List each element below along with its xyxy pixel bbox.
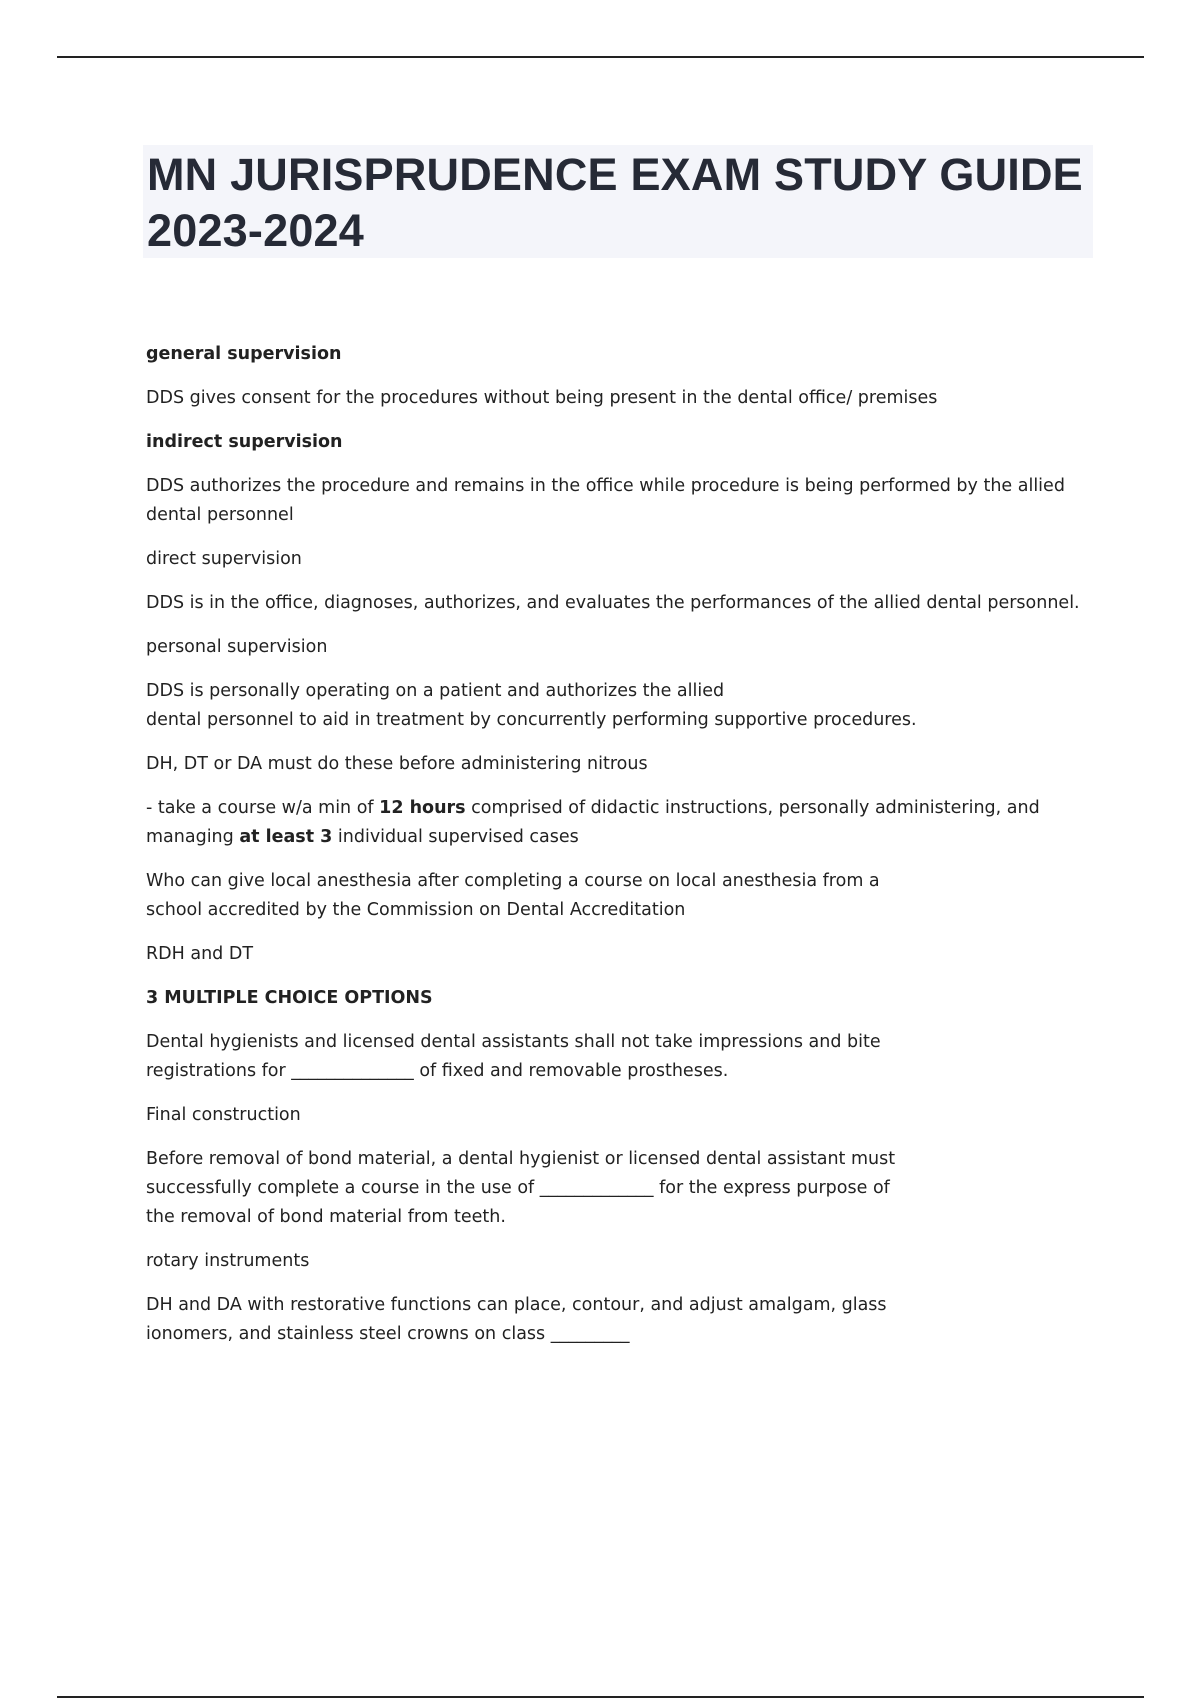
definition-text: comprised of didactic instructions, personally administering, and managing (146, 798, 1040, 847)
term-local-anesthesia (146, 867, 1106, 925)
definition-direct-supervision: DDS is in the office, diagnoses, authorizes, and evaluates the performances of the allied dental personnel. (146, 593, 1080, 613)
definition-line: DDS is personally operating on a patient and authorizes the allied (146, 681, 725, 701)
emphasis-cases: at least 3 (239, 827, 333, 847)
term-general-supervision: general supervision (146, 344, 342, 364)
definition-indirect-supervision: DDS authorizes the procedure and remains in the office while procedure is being performed by the allied dental personnel (146, 476, 1065, 525)
section-heading: 3 MULTIPLE CHOICE OPTIONS (146, 988, 433, 1008)
bottom-rule (57, 1696, 1144, 1698)
term-bond-removal (146, 1145, 1106, 1232)
term-nitrous-requirements: DH, DT or DA must do these before administering nitrous (146, 754, 648, 774)
definition-local-anesthesia: RDH and DT (146, 944, 254, 964)
title-banner (143, 145, 1093, 258)
emphasis-hours: 12 hours (379, 798, 466, 818)
term-line: Before removal of bond material, a dental hygienist or licensed dental assistant must (146, 1149, 896, 1169)
term-restorative-functions (146, 1291, 1106, 1349)
term-line: ionomers, and stainless steel crowns on class _________ (146, 1324, 630, 1344)
term-direct-supervision: direct supervision (146, 549, 302, 569)
term-line: Who can give local anesthesia after completing a course on local anesthesia from a (146, 871, 880, 891)
top-rule (57, 56, 1144, 58)
definition-general-supervision: DDS gives consent for the procedures without being present in the dental office/ premises (146, 388, 938, 408)
term-line: DH and DA with restorative functions can place, contour, and adjust amalgam, glass (146, 1295, 887, 1315)
definition-text: individual supervised cases (332, 827, 579, 847)
term-line: Dental hygienists and licensed dental assistants shall not take impressions and bite (146, 1032, 881, 1052)
definition-text: - take a course w/a min of (146, 798, 380, 818)
term-impressions (146, 1028, 1106, 1086)
definition-impressions: Final construction (146, 1105, 301, 1125)
definition-line: dental personnel to aid in treatment by concurrently performing supportive procedures. (146, 710, 917, 730)
term-indirect-supervision: indirect supervision (146, 432, 343, 452)
term-personal-supervision: personal supervision (146, 637, 328, 657)
definition-bond-removal: rotary instruments (146, 1251, 310, 1271)
definition-nitrous-requirements (146, 794, 1106, 852)
study-guide-content (146, 340, 1106, 1364)
definition-personal-supervision (146, 677, 1106, 735)
page-title: MN JURISPRUDENCE EXAM STUDY GUIDE 2023-2024 (147, 149, 1083, 256)
term-line: the removal of bond material from teeth. (146, 1207, 506, 1227)
term-line: registrations for ______________ of fixed and removable prostheses. (146, 1061, 729, 1081)
term-line: successfully complete a course in the use of _____________ for the express purpose of (146, 1178, 890, 1198)
term-line: school accredited by the Commission on Dental Accreditation (146, 900, 686, 920)
